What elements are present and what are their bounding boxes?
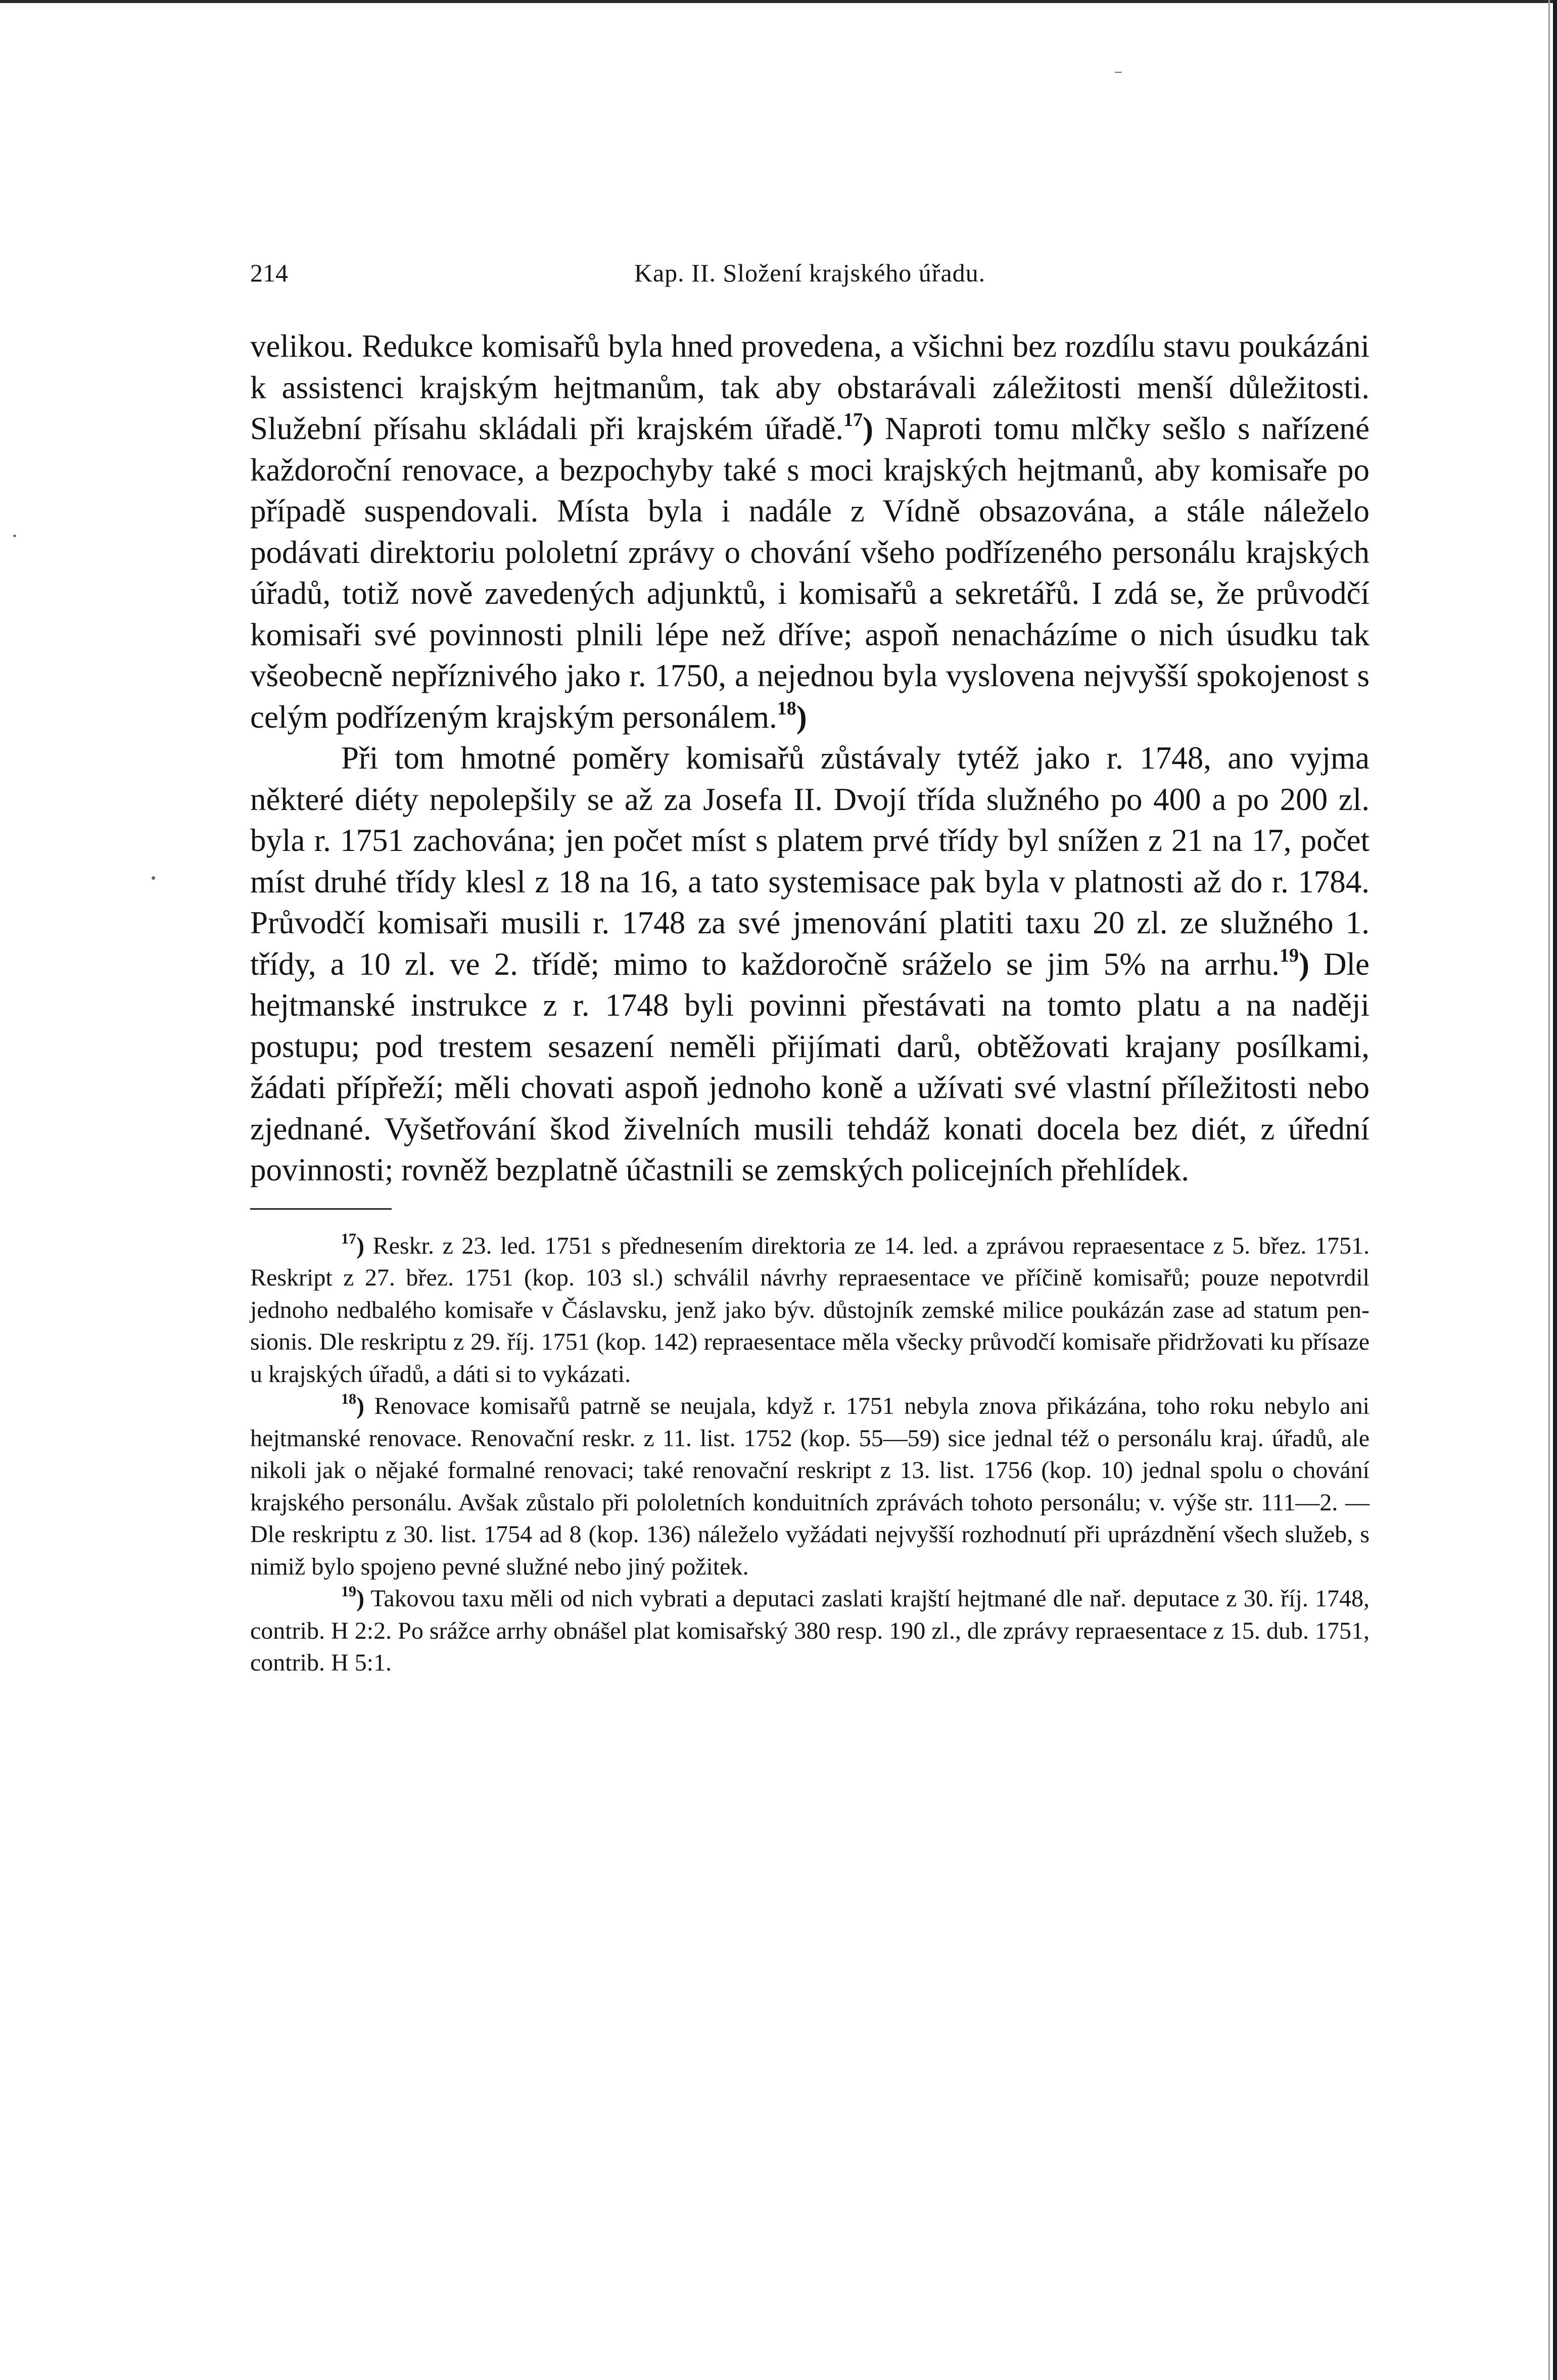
footnote-marker: 19 bbox=[341, 1583, 356, 1600]
footnote-text: Reskr. z 23. led. 1751 s přednesením direktoria ze 14. led. a zprávou repraesentace z 5. břez. 1751. Reskript z 27. břez. 1751 (kop. 103 sl.) schválil návrhy repraesentace ve příčině komisařů; pouze nepotvrdil jednoho nedbalého komisaře v Čáslavsku, jenž jako býv. důstojník zemské milice poukázán zase ad statum pensionis. Dle reskriptu z 29. říj. 1751 (kop. 142) repraesentace měla všecky průvodčí komisaře přidržovati ku přísaze u krajských úřadů, a dáti si to vykázati. bbox=[250, 1232, 1370, 1388]
scan-speck bbox=[13, 535, 16, 537]
page-number: 214 bbox=[250, 259, 288, 287]
main-text bbox=[250, 326, 1370, 1191]
scan-speck bbox=[1115, 72, 1122, 73]
footnote-text: Renovace komisařů patrně se neujala, když r. 1751 nebyla znova přikázána, toho roku nebylo ani hejtmanské renovace. Renovační reskr. z 11. list. 1752 (kop. 55—59) sice jednal též o personálu kraj. úřadů, ale nikoli jak o nějaké formalné renovaci; také renovační reskript z 13. list. 1756 (kop. 10) jednal spolu o chování krajského personálu. Avšak zůstalo při pololetních konduitních zprávách tohoto personálu; v. výše str. 111—2. — Dle reskriptu z 30. list. 1754 ad 8 (kop. 136) náleželo vyžádati nejvyšší rozhodnutí při uprázdnění všech služeb, s nimiž bylo spojeno pevné služné nebo jiný požitek. bbox=[250, 1393, 1370, 1580]
paragraph-1-text-b: Naproti tomu mlčky sešlo s nařízené každoroční renovace, a bezpochyby také s moci krajských hejtmanů, aby komisaře po případě suspendovali. Místa byla i nadále z Vídně obsazována, a stále náleželo podávati direktoriu pololetní zprávy o chování všeho podřízeného personálu krajských úřadů, totiž nově zavedených adjunktů, i komisařů a sekretářů. I zdá se, že průvodčí komisaři své povinnosti plnili lépe než dříve; aspoň nenacházíme o nich úsudku tak všeobecně nepříznivého jako r. 1750, a nejednou byla vyslovena nejvyšší spokojenost s celým podřízeným krajským personálem. bbox=[250, 411, 1370, 735]
footnote-text: Takovou taxu měli od nich vybrati a deputaci zaslati krajští hejtmané dle nař. deputace z 30. říj. 1748, contrib. H 2:2. Po srážce arrhy obnášel plat komisařský 380 resp. 190 zl., dle zprávy repraesentace z 15. dub. 1751, contrib. H 5:1. bbox=[250, 1585, 1370, 1676]
paragraph-2-text-a: Při tom hmotné poměry komisařů zůstávaly tytéž jako r. 1748, ano vyjma některé diéty nepolepšily se až za Josefa II. Dvojí třída služného po 400 a po 200 zl. byla r. 1751 zachována; jen počet míst s platem prvé třídy byl snížen z 21 na 17, počet míst druhé třídy klesl z 18 na 16, a tato systemisace pak byla v platnosti až do r. 1784. Průvodčí komisaři musili r. 1748 za své jmenování platiti taxu 20 zl. ze služného 1. třídy, a 10 zl. ve 2. třídě; mimo to každoročně sráželo se jim 5% na arrhu. bbox=[250, 740, 1370, 982]
footnote-ref-paren: ) bbox=[1298, 946, 1309, 982]
footnote-marker-paren: ) bbox=[356, 1393, 364, 1419]
footnote-ref-19: 19 bbox=[1279, 944, 1299, 966]
paragraph-1 bbox=[250, 326, 1370, 738]
page-content bbox=[250, 255, 1370, 1679]
running-title: Kap. II. Složení krajského úřadu. bbox=[634, 259, 986, 287]
scan-border-top bbox=[0, 0, 1557, 3]
paragraph-2 bbox=[250, 738, 1370, 1191]
footnote-marker-paren: ) bbox=[356, 1232, 364, 1259]
footnote-marker: 17 bbox=[341, 1230, 356, 1247]
scan-border-right bbox=[1553, 0, 1557, 2380]
footnote-separator bbox=[250, 1208, 392, 1210]
running-header bbox=[250, 255, 1370, 291]
footnote-ref-17: 17 bbox=[843, 409, 863, 431]
scan-border-right-inner bbox=[1548, 0, 1550, 2380]
footnote-18 bbox=[250, 1390, 1370, 1583]
footnote-marker: 18 bbox=[341, 1391, 356, 1407]
footnote-ref-paren: ) bbox=[796, 699, 807, 735]
footnotes bbox=[250, 1230, 1370, 1679]
footnote-ref-18: 18 bbox=[777, 697, 796, 719]
footnote-17 bbox=[250, 1230, 1370, 1391]
footnote-ref-paren: ) bbox=[863, 411, 874, 446]
footnote-19 bbox=[250, 1583, 1370, 1679]
paragraph-2-text-b: Dle hejtmanské instrukce z r. 1748 byli povinni přestávati na tomto platu a na naději postupu; pod trestem sesazení neměli přijímati darů, obtěžovati krajany posílkami, žádati přípřeží; měli chovati aspoň jednoho koně a užívati své vlastní příležitosti nebo zjednané. Vyšetřování škod živelních musili tehdáž konati docela bez diét, z úřední povinnosti; rovněž bezplatně účastnili se zemských policejních přehlídek. bbox=[250, 946, 1370, 1187]
paragraph-1-text-a: velikou. Redukce komisařů byla hned provedena, a všichni bez rozdílu stavu poukázáni k assistenci krajským hejtmanům, tak aby obstarávali záležitosti menší důležitosti. Služební přísahu skládali při krajském úřadě. bbox=[250, 328, 1370, 446]
footnote-marker-paren: ) bbox=[356, 1585, 364, 1612]
scan-speck bbox=[152, 876, 155, 880]
